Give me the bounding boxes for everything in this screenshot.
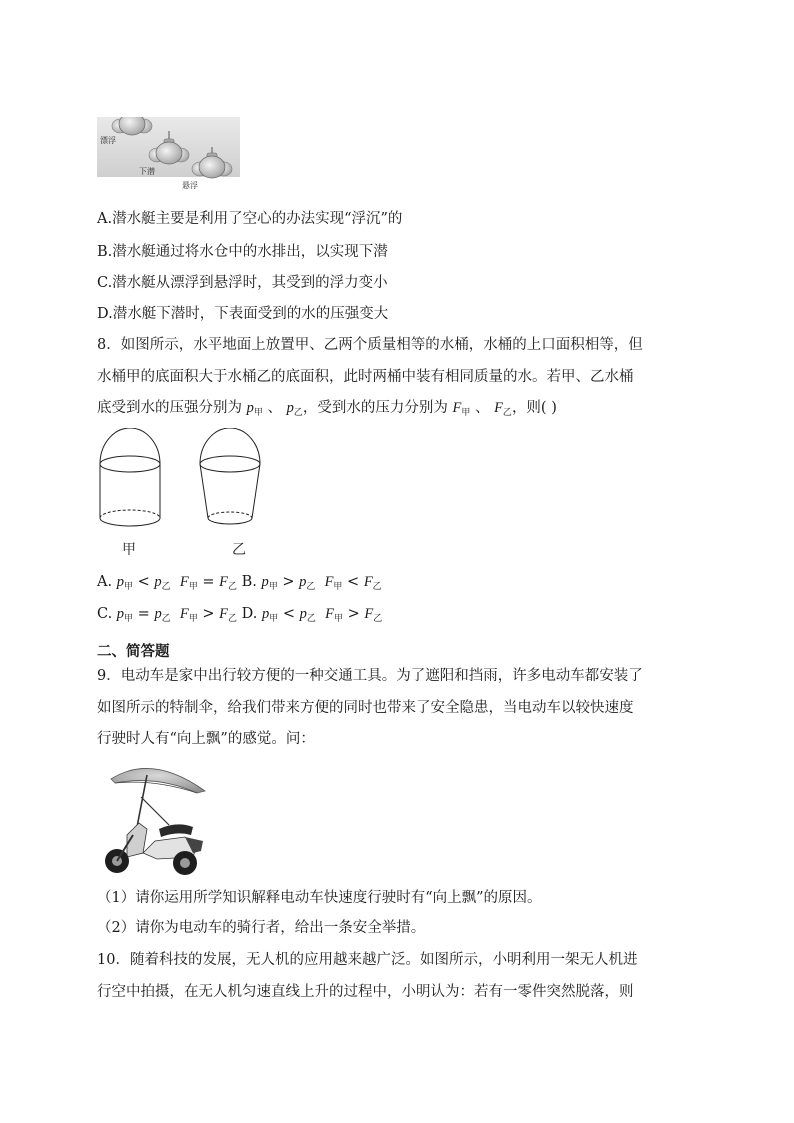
bucket-yi	[200, 428, 260, 524]
q9-subquestion-2: （2）请你为电动车的骑行者，给出一条安全举措。	[97, 920, 426, 936]
q8-options-ab: A. $p_甲 < p_乙$ $F_甲 = F_乙$ B. $p_甲 > p_乙$ $F_甲 < F_乙$	[97, 574, 382, 592]
bucket-jia-label: 甲	[122, 541, 136, 557]
bucket-jia	[100, 428, 160, 526]
q7-option-c: C.潜水艇从漂浮到悬浮时，其受到的浮力变小	[97, 275, 388, 291]
q8-line1: 8．如图所示，水平地面上放置甲、乙两个质量相等的水桶，水桶的上口面积相等，但	[97, 337, 643, 353]
q10-line1: 10．随着科技的发展，无人机的应用越来越广泛。如图所示，小明利用一架无人机进	[97, 952, 638, 968]
buckets-diagram	[95, 428, 295, 563]
section-title-short-answer: 二、简答题	[97, 644, 170, 660]
submarine-figure	[97, 117, 240, 190]
label-suspend: 悬浮	[182, 181, 198, 190]
q8-line3: 底受到水的压强分别为 $p_甲$ 、 $p_乙$，受到水的压力分别为 $F_甲$ 、 $F_乙$，则( )	[97, 400, 557, 418]
submarine-diagram	[97, 117, 240, 190]
q9-subquestion-1: （1）请你运用所学知识解释电动车快速度行驶时有“向上飘”的原因。	[97, 890, 542, 906]
q9-line3: 行驶时人有“向上飘”的感觉。问：	[97, 731, 315, 747]
q7-option-a: A.潜水艇主要是利用了空心的办法实现“浮沉”的	[97, 211, 403, 227]
ebike-umbrella-figure	[97, 757, 209, 877]
label-float: 漂浮	[100, 136, 116, 145]
submarine-floating	[112, 117, 152, 135]
q9-line2: 如图所示的特制伞，给我们带来方便的同时也带来了安全隐患，当电动车以较快速度	[97, 700, 634, 716]
q7-option-b: B.潜水艇通过将水仓中的水排出，以实现下潜	[97, 244, 388, 260]
q8-options-cd: C. $p_甲 = p_乙$ $F_甲 > F_乙$ D. $p_甲 < p_乙$ $F_甲 > F_乙$	[97, 606, 383, 624]
bucket-yi-label: 乙	[232, 541, 246, 557]
q8-line2: 水桶甲的底面积大于水桶乙的底面积，此时两桶中装有相同质量的水。若甲、乙水桶	[97, 369, 634, 385]
ebike-umbrella-image	[97, 757, 209, 877]
label-dive: 下潜	[139, 167, 155, 176]
q7-option-d: D.潜水艇下潜时，下表面受到的水的压强变大	[97, 306, 389, 322]
q9-line1: 9．电动车是家中出行较方便的一种交通工具。为了遮阳和挡雨，许多电动车都安装了	[97, 668, 643, 684]
bucket-figure	[95, 428, 295, 563]
q10-line2: 行空中拍摄，在无人机匀速直线上升的过程中，小明认为：若有一零件突然脱落，则	[97, 984, 634, 1000]
